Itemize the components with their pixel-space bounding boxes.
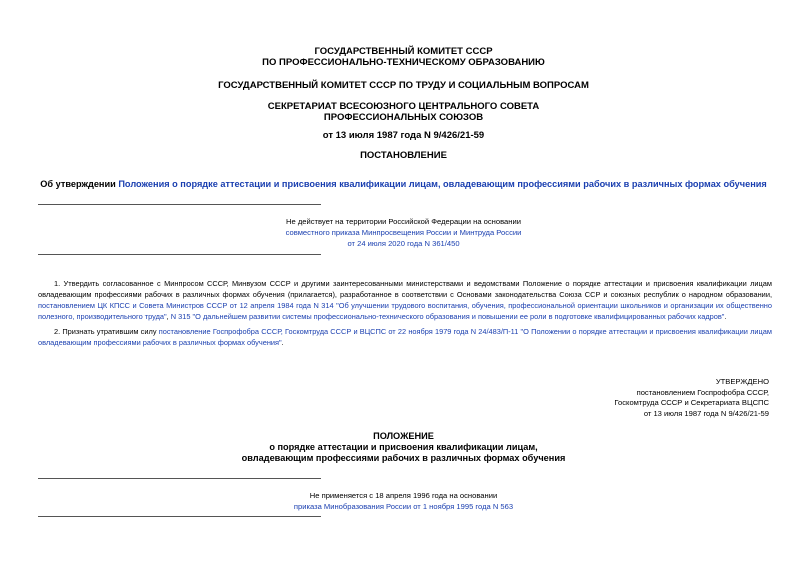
paragraph-1-end: . — [724, 312, 727, 321]
paragraph-2-end: . — [281, 338, 284, 347]
divider-bottom-2 — [38, 516, 321, 517]
approval-line2: постановлением Госпрофобра СССР, — [636, 387, 769, 397]
paragraph-1 — [38, 278, 772, 322]
approval-line1: УТВЕРЖДЕНО — [715, 377, 769, 386]
paragraph-1-text: 1. Утвердить согласованное с Минпросом СССР, Минвузом СССР и другими заинтересованными министерствами и ведомствами Положение о порядке аттестации и присвоения квалификации лицам овладевающим профессиями рабочих в различных формах обучения (прилагается), разработанное в соответствии с Основами законодательства Союза ССР и союзных республик о народном образовании, — [38, 279, 772, 299]
approval-line4: от 13 июля 1987 года N 9/426/21-59 — [643, 408, 769, 418]
subject-prefix: Об утверждении — [40, 179, 119, 189]
paragraph-1-separator: , — [166, 312, 171, 321]
paragraph-2-link-decree-1979[interactable]: постановление Госпрофобра СССР, Госкомтруда СССР и ВЦСПС от 22 ноября 1979 года N 24/483/П-11 "О Положении о порядке аттестации и присвоения квалификации лицам овладевающим профессиями рабочих в различных формах обучения" — [38, 327, 772, 347]
regulation-title-line3: овладевающим профессиями рабочих в различных формах обучения — [241, 453, 566, 463]
status-note-1-link-date[interactable]: от 24 июля 2020 года N 361/450 — [347, 239, 460, 248]
regulation-title-line1: ПОЛОЖЕНИЕ — [373, 431, 434, 441]
divider-top-2 — [38, 478, 321, 479]
paragraph-2-text: 2. Признать утратившим силу — [54, 327, 159, 336]
paragraph-2 — [38, 326, 772, 348]
header-secretariat-line1: СЕКРЕТАРИАТ ВСЕСОЮЗНОГО ЦЕНТРАЛЬНОГО СОВЕТА — [267, 101, 540, 112]
header-date-number: от 13 июля 1987 года N 9/426/21-59 — [322, 130, 485, 141]
divider-top-1 — [38, 204, 321, 205]
status-note-1-link-order[interactable]: совместного приказа Минпросвещения России и Минтруда России — [285, 228, 522, 237]
approval-line3: Госкомтруда СССР и Секретариата ВЦСПС — [614, 398, 769, 407]
paragraph-1-link-decree-315[interactable]: N 315 "О дальнейшем развитии системы профессионально-технического образования и повышении ее роли в подготовке квалифицированных рабочих кадров" — [170, 312, 725, 321]
status-note-1-line1: Не действует на территории Российской Федерации на основании — [286, 217, 521, 226]
header-committee1-line2: ПО ПРОФЕССИОНАЛЬНО-ТЕХНИЧЕСКОМУ ОБРАЗОВАНИЮ — [262, 57, 545, 68]
divider-bottom-1 — [38, 254, 321, 255]
regulation-title — [0, 431, 807, 464]
status-note-2-link-order[interactable]: приказа Минобразования России от 1 ноября 1995 года N 563 — [293, 502, 514, 511]
subject-line — [0, 179, 807, 190]
status-note-1 — [0, 216, 807, 249]
status-note-2 — [0, 490, 807, 512]
header-committee1 — [0, 46, 807, 68]
approval-block — [614, 377, 769, 419]
header-secretariat-line2: ПРОФЕССИОНАЛЬНЫХ СОЮЗОВ — [323, 112, 484, 123]
header-secretariat — [0, 101, 807, 123]
regulation-title-line2: о порядке аттестации и присвоения квалификации лицам, — [269, 442, 538, 452]
header-committee2: ГОСУДАРСТВЕННЫЙ КОМИТЕТ СССР ПО ТРУДУ И СОЦИАЛЬНЫМ ВОПРОСАМ — [218, 80, 589, 91]
header-committee1-line1: ГОСУДАРСТВЕННЫЙ КОМИТЕТ СССР — [314, 46, 493, 57]
subject-regulation-link[interactable]: Положения о порядке аттестации и присвоения квалификации лицам, овладевающим профессиями рабочих в различных формах обучения — [118, 179, 767, 189]
doc-type-title: ПОСТАНОВЛЕНИЕ — [360, 150, 447, 161]
status-note-2-line1: Не применяется с 18 апреля 1996 года на основании — [309, 491, 498, 500]
paragraph-1-link-decree-314[interactable]: постановлением ЦК КПСС и Совета Министров СССР от 12 апреля 1984 года N 314 "Об улучшении трудового воспитания, обучения, профессиональной ориентации школьников и организации их общественно полезного, производительного труда" — [38, 301, 772, 321]
